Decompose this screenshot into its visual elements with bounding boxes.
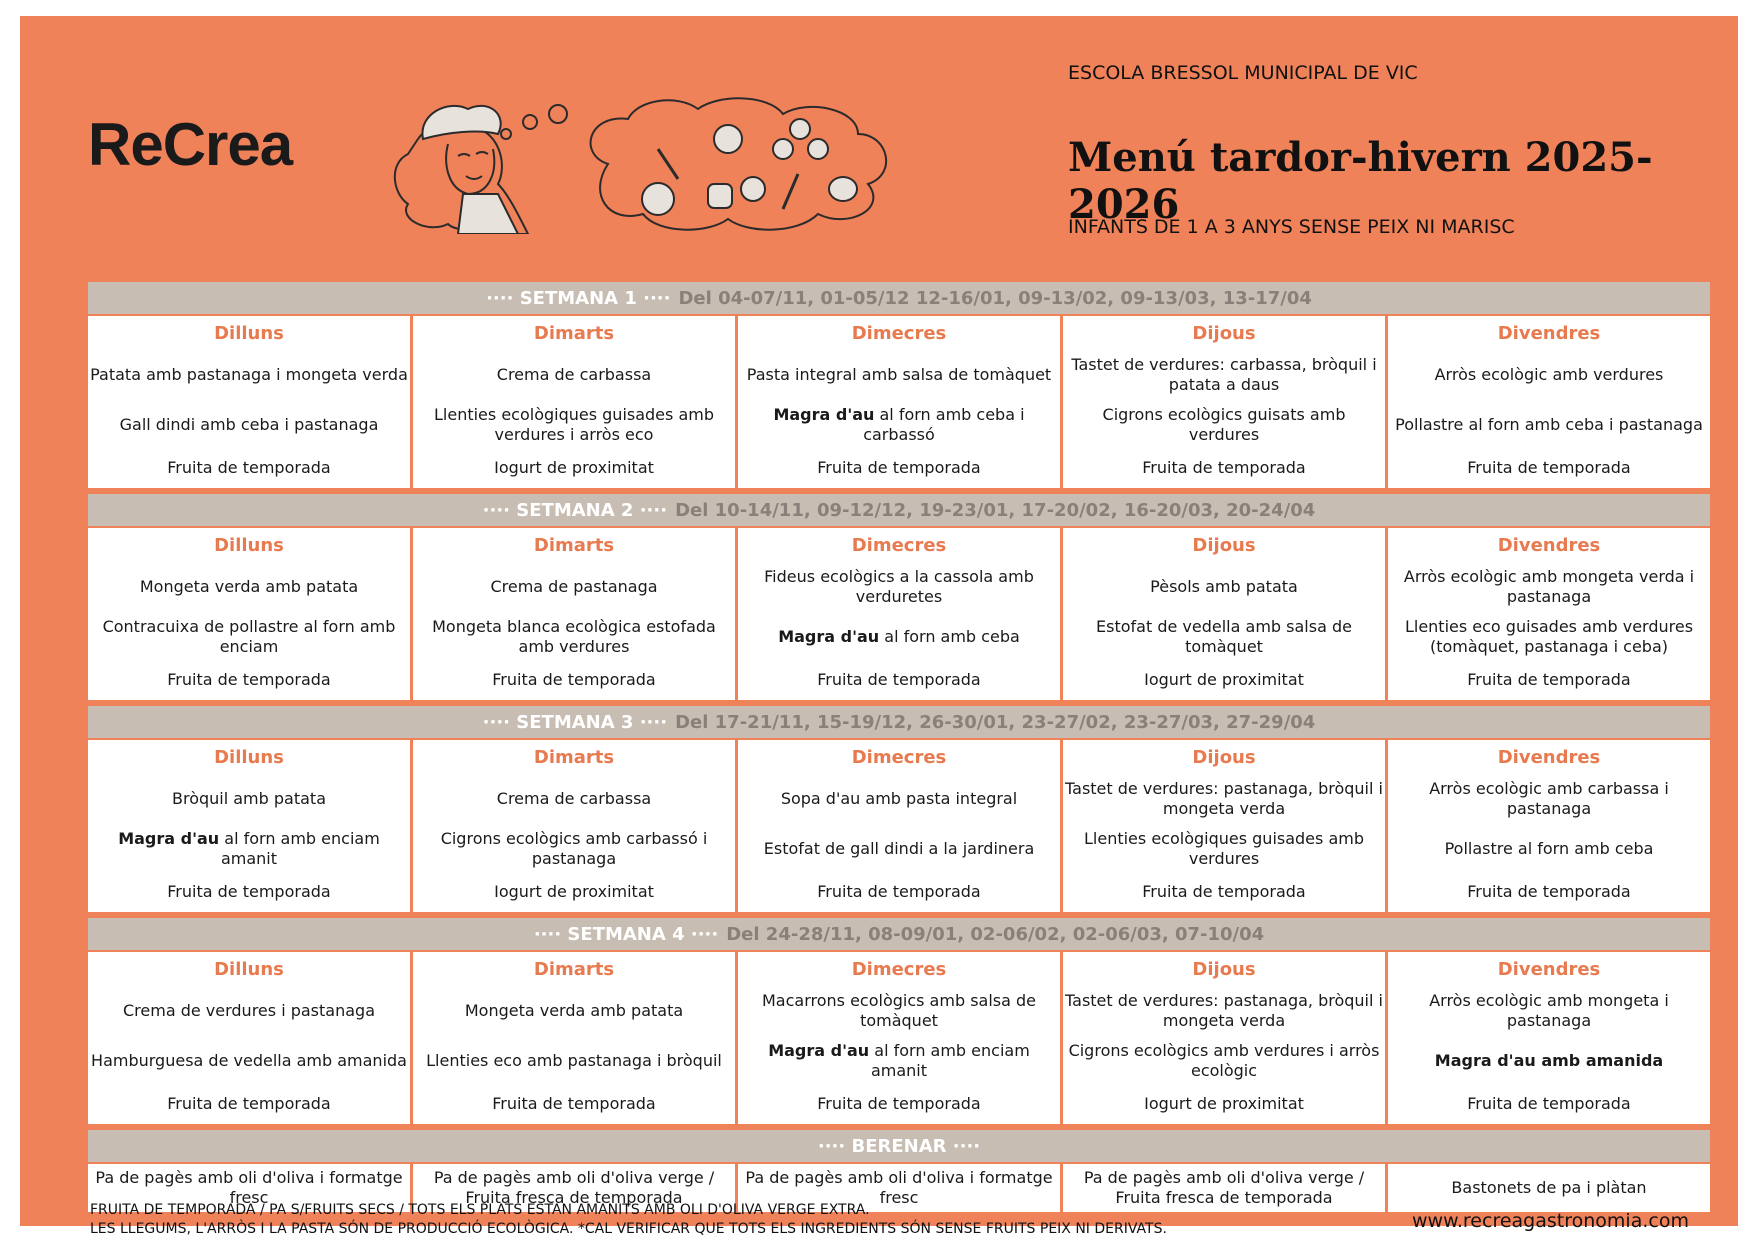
day-cell <box>88 740 410 912</box>
second-course-text <box>1065 617 1383 657</box>
second-course-rest: Gall dindi amb ceba i pastanaga <box>119 415 379 434</box>
day-cell <box>413 740 735 912</box>
day-cell <box>1063 528 1385 700</box>
week-header <box>88 282 1710 314</box>
day-cell <box>88 528 410 700</box>
dessert: Fruita de temporada <box>1467 882 1631 901</box>
second-course <box>415 400 733 450</box>
second-course-rest: Hamburguesa de vedella amb amanida <box>91 1051 407 1070</box>
dessert: Fruita de temporada <box>1467 458 1631 477</box>
second-course <box>415 1036 733 1086</box>
week-label: ···· SETMANA 1 ···· <box>486 287 671 309</box>
day-cell <box>413 528 735 700</box>
day-name: Dilluns <box>214 322 284 344</box>
first-course: Sopa d'au amb pasta integral <box>780 789 1018 808</box>
week-label: ···· SETMANA 3 ···· <box>482 711 668 733</box>
first-course: Arròs ecològic amb verdures <box>1434 365 1664 384</box>
first-course: Mongeta verda amb patata <box>139 577 359 596</box>
dessert: Fruita de temporada <box>1467 670 1631 689</box>
second-course <box>740 824 1058 874</box>
first-course: Tastet de verdures: carbassa, bròquil i patata a daus <box>1071 355 1377 394</box>
dessert: Fruita de temporada <box>167 1094 331 1113</box>
second-course-rest: Llenties eco guisades amb verdures (tomàquet, pastanaga i ceba) <box>1404 617 1699 656</box>
second-course-rest: al forn amb enciam amanit <box>219 829 385 868</box>
day-name: Dilluns <box>214 746 284 768</box>
second-course-text <box>415 617 733 657</box>
day-cell <box>413 952 735 1124</box>
second-course-rest: Cigrons ecològics guisats amb verdures <box>1102 405 1351 444</box>
first-course: Crema de carbassa <box>496 365 652 384</box>
berenar-item: Bastonets de pa i plàtan <box>1388 1164 1710 1212</box>
dessert: Fruita de temporada <box>492 670 656 689</box>
berenar-item: Pa de pagès amb oli d'oliva i formatge fresc <box>738 1164 1060 1212</box>
second-course <box>740 400 1058 450</box>
berenar-item: Pa de pagès amb oli d'oliva i formatge fresc <box>88 1164 410 1212</box>
day-cell <box>1388 528 1710 700</box>
day-name: Divendres <box>1497 322 1601 344</box>
second-course-rest: Pollastre al forn amb ceba <box>1444 839 1654 858</box>
second-course-text <box>415 405 733 445</box>
second-course-rest: Cigrons ecològics amb carbassó i pastanaga <box>440 829 713 868</box>
second-course <box>1065 824 1383 874</box>
second-course-text <box>1445 839 1654 859</box>
dessert: Fruita de temporada <box>1142 458 1306 477</box>
dessert: Fruita de temporada <box>817 670 981 689</box>
second-course-bold: Magra d'au <box>773 405 875 424</box>
dessert: Fruita de temporada <box>492 1094 656 1113</box>
second-course-text <box>1390 617 1708 657</box>
second-course-bold: Magra d'au <box>118 829 220 848</box>
second-course-text <box>90 617 408 657</box>
dessert: Fruita de temporada <box>817 882 981 901</box>
first-course: Crema de pastanaga <box>490 577 658 596</box>
day-cell <box>88 316 410 488</box>
week-header <box>88 918 1710 950</box>
day-name: Dimarts <box>533 322 615 344</box>
day-cell <box>738 316 1060 488</box>
day-name: Divendres <box>1497 958 1601 980</box>
day-name: Divendres <box>1497 746 1601 768</box>
second-course <box>1065 1036 1383 1086</box>
week-row <box>88 952 1710 1124</box>
second-course-text <box>90 829 408 869</box>
week-dates: Del 10-14/11, 09-12/12, 19-23/01, 17-20/02, 16-20/03, 20-24/04 <box>675 499 1316 521</box>
day-name: Dimarts <box>533 958 615 980</box>
second-course-text <box>415 829 733 869</box>
school-name: ESCOLA BRESSOL MUNICIPAL DE VIC <box>1068 62 1418 84</box>
day-cell <box>1388 316 1710 488</box>
second-course <box>740 1036 1058 1086</box>
second-course-text <box>1065 1041 1383 1081</box>
second-course <box>1065 400 1383 450</box>
second-course <box>90 612 408 662</box>
day-cell <box>1063 740 1385 912</box>
day-name: Dilluns <box>214 958 284 980</box>
chef-thinking-illustration <box>388 94 978 234</box>
second-course-bold: Magra d'au <box>778 627 880 646</box>
menu-sheet <box>20 16 1738 1237</box>
second-course-rest: Contracuixa de pollastre al forn amb enciam <box>102 617 401 656</box>
second-course-rest: Llenties ecològiques guisades amb verdures <box>1083 829 1370 868</box>
dessert: Fruita de temporada <box>817 458 981 477</box>
day-cell <box>1063 316 1385 488</box>
first-course: Arròs ecològic amb carbassa i pastanaga <box>1429 779 1669 818</box>
second-course-rest: Pollastre al forn amb ceba i pastanaga <box>1395 415 1703 434</box>
second-course-rest: Estofat de vedella amb salsa de tomàquet <box>1096 617 1358 656</box>
dessert: Fruita de temporada <box>167 458 331 477</box>
second-course-text <box>426 1051 722 1071</box>
first-course: Crema de carbassa <box>496 789 652 808</box>
second-course-bold: Magra d'au amb amanida <box>1434 1051 1664 1070</box>
dessert: Fruita de temporada <box>167 670 331 689</box>
first-course: Arròs ecològic amb mongeta i pastanaga <box>1429 991 1669 1030</box>
berenar-item: Pa de pagès amb oli d'oliva verge / Fruita fresca de temporada <box>1063 1164 1385 1212</box>
brand-logo: ReCrea <box>88 111 293 178</box>
second-course <box>1390 400 1708 450</box>
first-course: Patata amb pastanaga i mongeta verda <box>90 365 408 384</box>
week-row <box>88 528 1710 700</box>
week-header <box>88 706 1710 738</box>
second-course-text <box>778 627 1020 647</box>
dessert: Fruita de temporada <box>817 1094 981 1113</box>
first-course: Fideus ecològics a la cassola amb verduretes <box>764 567 1034 606</box>
second-course <box>90 400 408 450</box>
day-cell <box>1063 952 1385 1124</box>
day-cell <box>1388 952 1710 1124</box>
dessert: Iogurt de proximitat <box>494 882 654 901</box>
second-course <box>1390 824 1708 874</box>
day-name: Dilluns <box>214 534 284 556</box>
week-row <box>88 740 1710 912</box>
week-header <box>88 494 1710 526</box>
week-dates: Del 17-21/11, 15-19/12, 26-30/01, 23-27/02, 23-27/03, 27-29/04 <box>675 711 1316 733</box>
second-course-text <box>1065 405 1383 445</box>
first-course: Tastet de verdures: pastanaga, bròquil i mongeta verda <box>1065 779 1383 818</box>
menu-grid <box>88 282 1710 1212</box>
first-course: Arròs ecològic amb mongeta verda i pastanaga <box>1403 567 1695 606</box>
first-course: Crema de verdures i pastanaga <box>122 1001 375 1020</box>
day-name: Dimecres <box>851 958 947 980</box>
dessert: Fruita de temporada <box>167 882 331 901</box>
second-course <box>90 824 408 874</box>
dessert: Iogurt de proximitat <box>1144 670 1304 689</box>
dessert: Iogurt de proximitat <box>494 458 654 477</box>
second-course <box>740 612 1058 662</box>
footer-note-2: LES LLEGUMS, L'ARRÒS I LA PASTA SÓN DE PRODUCCIÓ ECOLÒGICA. *CAL VERIFICAR QUE TOTS ELS INGREDIENTS SÓN SENSE FRUITS PEIX NI DERIVATS. <box>90 1221 1167 1237</box>
second-course-rest: Cigrons ecològics amb verdures i arròs ecològic <box>1068 1041 1385 1080</box>
day-cell <box>1388 740 1710 912</box>
second-course-text <box>120 415 379 435</box>
week-label: ···· SETMANA 4 ···· <box>533 923 719 945</box>
menu-subtitle: INFANTS DE 1 A 3 ANYS SENSE PEIX NI MARISC <box>1068 216 1515 238</box>
week-dates: Del 04-07/11, 01-05/12 12-16/01, 09-13/02, 09-13/03, 13-17/04 <box>678 287 1312 309</box>
week-label: ···· SETMANA 2 ···· <box>482 499 668 521</box>
second-course-rest: Llenties ecològiques guisades amb verdures i arròs eco <box>433 405 720 444</box>
berenar-item: Pa de pagès amb oli d'oliva verge / Fruita fresca de temporada <box>413 1164 735 1212</box>
first-course: Tastet de verdures: pastanaga, bròquil i mongeta verda <box>1065 991 1383 1030</box>
second-course-rest: Mongeta blanca ecològica estofada amb verdures <box>432 617 721 656</box>
dessert: Fruita de temporada <box>1467 1094 1631 1113</box>
day-cell <box>738 952 1060 1124</box>
berenar-header: ···· BERENAR ···· <box>88 1130 1710 1162</box>
website-link[interactable]: www.recreagastronomia.com <box>1412 1210 1689 1232</box>
second-course-rest: Estofat de gall dindi a la jardinera <box>763 839 1035 858</box>
second-course <box>90 1036 408 1086</box>
day-name: Dimecres <box>851 322 947 344</box>
second-course <box>1390 612 1708 662</box>
second-course-rest: al forn amb ceba i carbassó <box>863 405 1030 444</box>
day-name: Dijous <box>1192 958 1256 980</box>
second-course-text <box>91 1051 407 1071</box>
menu-title: Menú tardor-hivern 2025-2026 <box>1068 134 1653 228</box>
week-dates: Del 24-28/11, 08-09/01, 02-06/02, 02-06/03, 07-10/04 <box>726 923 1265 945</box>
second-course-bold: Magra d'au <box>768 1041 870 1060</box>
first-course: Mongeta verda amb patata <box>464 1001 684 1020</box>
second-course-rest: al forn amb ceba <box>879 627 1020 646</box>
day-cell <box>413 316 735 488</box>
day-name: Dijous <box>1192 322 1256 344</box>
second-course <box>1065 612 1383 662</box>
day-name: Dimecres <box>851 534 947 556</box>
day-cell <box>88 952 410 1124</box>
second-course-rest: Llenties eco amb pastanaga i bròquil <box>426 1051 722 1070</box>
second-course-text <box>740 1041 1058 1081</box>
day-name: Dimarts <box>533 746 615 768</box>
day-cell <box>738 740 1060 912</box>
day-name: Dimarts <box>533 534 615 556</box>
first-course: Bròquil amb patata <box>171 789 326 808</box>
second-course-text <box>740 405 1058 445</box>
dessert: Fruita de temporada <box>1142 882 1306 901</box>
second-course-rest: al forn amb enciam amanit <box>869 1041 1035 1080</box>
day-cell <box>738 528 1060 700</box>
day-name: Dijous <box>1192 746 1256 768</box>
second-course-text <box>1435 1051 1663 1071</box>
first-course: Pèsols amb patata <box>1150 577 1298 596</box>
second-course <box>1390 1036 1708 1086</box>
week-row <box>88 316 1710 488</box>
second-course-text <box>764 839 1035 859</box>
dessert: Iogurt de proximitat <box>1144 1094 1304 1113</box>
first-course: Macarrons ecològics amb salsa de tomàquet <box>761 991 1036 1030</box>
second-course-text <box>1395 415 1703 435</box>
first-course: Pasta integral amb salsa de tomàquet <box>746 365 1052 384</box>
day-name: Dijous <box>1192 534 1256 556</box>
day-name: Dimecres <box>851 746 947 768</box>
footer-note-1: FRUITA DE TEMPORADA / PA S/FRUITS SECS / TOTS ELS PLATS ESTAN AMANITS AMB OLI D'OLIVA VERGE EXTRA. <box>90 1202 870 1218</box>
second-course <box>415 824 733 874</box>
second-course <box>415 612 733 662</box>
second-course-text <box>1065 829 1383 869</box>
day-name: Divendres <box>1497 534 1601 556</box>
